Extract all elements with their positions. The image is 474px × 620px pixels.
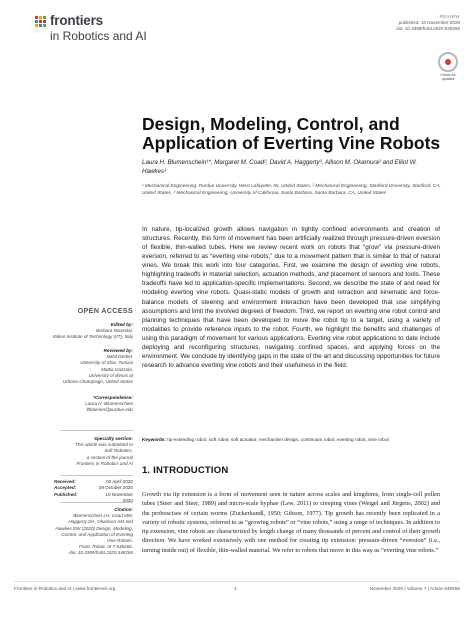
author-list: Laura H. Blumenschein¹*, Margaret M. Coad², David A. Haggerty³, Allison M. Okamura² and Elliot W. Hawkes³ xyxy=(142,159,418,175)
citation-label: Citation: xyxy=(114,507,133,512)
citation-line: Front. Robot. AI 7:548266. xyxy=(79,544,133,550)
article-title: Design, Modeling, Control, and Application of Everting Vine Robots xyxy=(142,114,441,153)
journal-name: in Robotics and AI xyxy=(50,29,147,43)
keywords-label: Keywords: xyxy=(142,437,166,442)
editor-line: Italian Institute of Technology (IIT), Italy xyxy=(52,334,133,340)
abstract: In nature, tip-localized growth allows navigation in tightly confined environments and creation of structures. Recently, this form of movement has been artificially realized through pressure-driven eversion of flexible, thin-walled tubes. Here we review recent work on robots that “grow” via pressure-driven eversion, referred to as “everting vine robots,” due to a movement pattern that is similar to that of natural vines. We break this work into four categories. First, we examine the design of everting vine robots, highlighting tradeoffs in material selection, actuation methods, and placement of sensors and tools. These tradeoffs have led to application-specific implementations. Second, we describe the state of and need for modeling everting vine robots. Quasi-static models of growth and retraction and kinematic and force-balance models of steering and environment interaction have been developed that use simplifying assumptions and limit the involved degrees of freedom. Third, we report on everting vine robot control and planning techniques that have been developed to move the robot tip to a target, using a variety of modalities to provide reference inputs to the robot. Fourth, we highlight the benefits and challenges of using this paradigm of movement for various applications. Everting vine robot applications to date include deploying and reconfiguring structures, navigating confined spaces, and applying forces on the environment. We conclude by identifying gaps in the state of the art and discussing opportunities for future research to advance everting vine robots and their usefulness in the field. xyxy=(142,226,440,369)
specialty-section-block xyxy=(16,436,133,467)
page-number: 1 xyxy=(234,586,237,591)
section-heading-introduction: 1. INTRODUCTION xyxy=(142,465,229,476)
published-date: published: 10 November 2020 xyxy=(398,20,460,25)
edited-by-label: Edited by: xyxy=(110,322,133,327)
article-dates xyxy=(16,479,133,504)
citation-line: Control, and Application of Everting xyxy=(61,531,133,537)
citation-block xyxy=(16,507,133,557)
citation-line: Blumenschein LH, Coad MM, xyxy=(73,513,133,519)
check-for-updates-badge[interactable] xyxy=(437,52,459,81)
reviewer-line: Urbana-Champaign, United States xyxy=(62,379,133,385)
updates-badge-label: Check for updates xyxy=(440,73,456,81)
brand-name: frontiers xyxy=(50,13,103,28)
citation-line: Haggerty DA, Okamura AM and xyxy=(68,519,133,525)
citation-line: Hawkes EW (2020) Design, Modeling, xyxy=(55,525,133,531)
footer-journal[interactable]: Frontiers in Robotics and AI | www.frontiersin.org xyxy=(14,586,116,591)
frontiers-logo-icon xyxy=(35,16,47,28)
sidebar-divider xyxy=(60,502,133,503)
specialty-line: a section of the journal xyxy=(86,454,133,460)
open-access-label: OPEN ACCESS xyxy=(77,306,133,315)
check-for-updates-icon xyxy=(438,52,458,72)
specialty-section-label: Specialty section: xyxy=(93,436,133,441)
reviewed-by-block xyxy=(16,348,133,385)
affiliations: ¹ Mechanical Engineering, Purdue University, West Lafayette, IN, United States, ² Mechanical Engineering, Stanford University, Stanford, CA, United States, ³ Mechanical Engineering, University of California, Santa Barbara, Santa Barbara, CA, United States xyxy=(142,184,441,196)
reviewer-line: University of Sfax, Tunisia xyxy=(80,360,133,366)
introduction-text: Growth via tip extension is a form of movement seen in nature across scales and kingdoms, from single-cell pollen tubes (Steer and Steer, 1989) and micro-scale hyphae (Lew, 2011) to creeping vines (Weigel and Jürgens, 2002) and the proboscises of certain worms (Zuckerkandl, 1950; Gibson, 1977). Tip growth has recently been replicated in a variety of robotic systems, referred to as “growing robots” or “vine robots,” using a range of techniques. In addition to tip extension, vine robots are characterized by length change of many thousands of percent and control of their growth direction. We have worked extensively with one method for creating tip extension: pressure-driven “eversion” (i.e., turning inside out) of flexible, thin-walled material. We refer to robots that move in this way as “everting vine robots.” xyxy=(142,491,440,554)
reviewer-line: Nabil Derbel, xyxy=(106,354,133,360)
date-value: 29 October 2020 xyxy=(98,485,133,491)
date-label: Published: xyxy=(54,491,78,497)
editor-line: Barbara Mazzolai, xyxy=(95,328,133,334)
date-value: 02 April 2020 xyxy=(106,479,133,484)
reviewer-line: University of Illinois at xyxy=(88,372,133,378)
edited-by-block xyxy=(16,322,133,341)
citation-line: Vine Robots. xyxy=(106,538,133,544)
correspondence-label: *Correspondence: xyxy=(93,395,133,400)
correspondence-name: Laura H. Blumenschein xyxy=(85,401,133,407)
reviewer-line: Mattia Gazzola, xyxy=(101,366,133,372)
citation-doi[interactable]: doi: 10.3389/frobt.2020.548266 xyxy=(69,550,133,556)
footer-divider xyxy=(14,581,460,582)
specialty-line: Soft Robotics, xyxy=(104,448,133,454)
reviewed-by-label: Reviewed by: xyxy=(103,348,133,353)
sidebar-divider xyxy=(60,430,133,431)
article-doi[interactable]: doi: 10.3389/frobt.2020.548266 xyxy=(396,26,460,31)
keywords-text: tip-extending robot, soft robot, soft actuator, mechanism design, continuum robot, everting robot, vine robot xyxy=(167,437,389,442)
keywords xyxy=(142,437,440,444)
date-label: Received: xyxy=(54,479,76,484)
sidebar-divider xyxy=(60,475,133,476)
footer-volume: November 2020 | Volume 7 | Article 548266 xyxy=(369,586,460,591)
date-label: Accepted: xyxy=(54,485,77,491)
correspondence-email[interactable]: lhblumen@purdue.edu xyxy=(86,407,133,413)
date-value: 10 November 2020 xyxy=(105,491,133,503)
correspondence-block xyxy=(16,395,133,414)
article-type: REVIEW xyxy=(439,14,460,19)
specialty-line: Frontiers in Robotics and AI xyxy=(76,460,133,466)
specialty-line: This article was submitted to xyxy=(75,442,133,448)
